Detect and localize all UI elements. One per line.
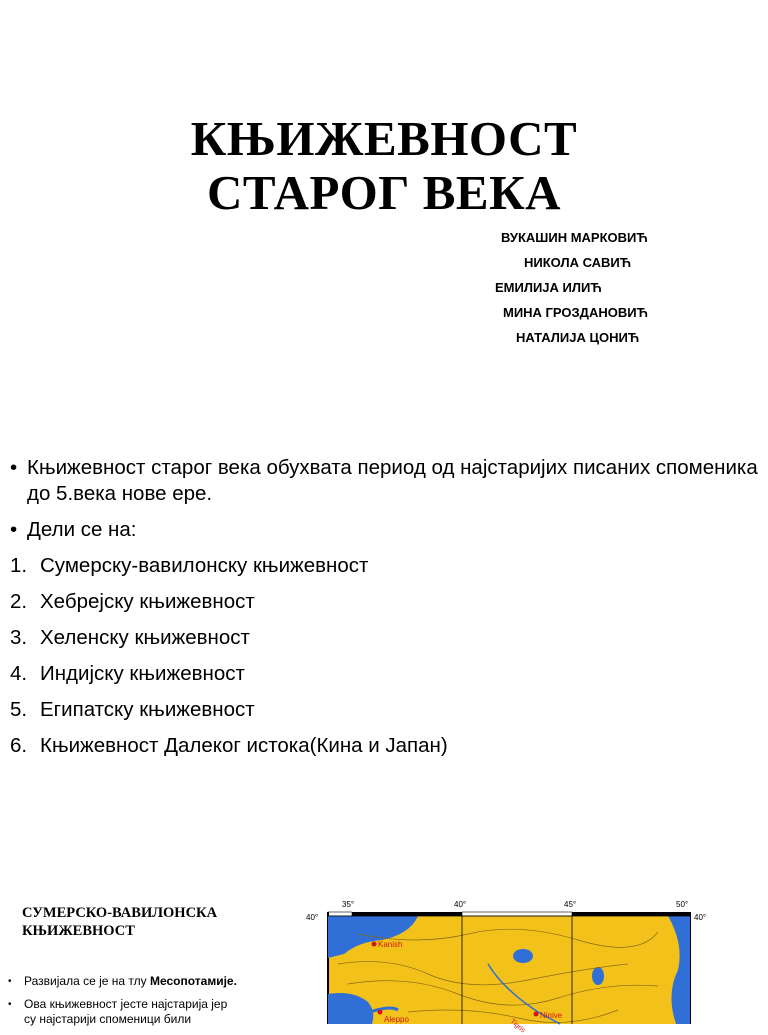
section-title: СУМЕРСКО-ВАВИЛОНСКА КЊИЖЕВНОСТ: [22, 905, 218, 939]
map-frame-segment: [352, 912, 462, 916]
section-bullets: [8, 974, 283, 1035]
lake-van: [513, 949, 533, 963]
bullet-bold-text: Месопотамије.: [149, 974, 237, 988]
lon-label: 50°: [676, 900, 689, 909]
bullet-dot-icon: •: [10, 518, 18, 541]
place-label: Ninive: [540, 1011, 563, 1020]
place-label: Kanish: [378, 940, 403, 949]
map-frame-segment: [328, 912, 352, 916]
numbered-item: [10, 589, 760, 625]
numbered-item: [10, 553, 760, 589]
item-text: Хеленску књижевност: [40, 626, 250, 649]
author-name: ЕМИЛИЈА ИЛИЋ: [495, 280, 602, 295]
bullet-item: [10, 455, 760, 507]
aleppo-marker: [378, 1010, 383, 1015]
item-number: 6.: [10, 734, 28, 757]
bullet-item: [8, 974, 283, 989]
lake-urmia: [592, 967, 604, 985]
kanish-marker: [372, 942, 377, 947]
lon-label: 40°: [454, 900, 467, 909]
slide-body: [10, 455, 760, 769]
item-text: Хебрејску књижевност: [40, 590, 255, 613]
map-frame-segment: [572, 912, 690, 916]
lon-label: 35°: [342, 900, 355, 909]
item-text: Египатску књижевност: [40, 698, 255, 721]
map-frame-segment: [462, 912, 572, 916]
author-name: ВУКАШИН МАРКОВИЋ: [501, 230, 648, 245]
title-slide: [0, 0, 768, 410]
bullet-text: Књижевност старог века обухвата период од најстаријих писаних споменика до 5.века нове ере.: [27, 456, 758, 505]
bullet-text: Развијала се је на тлу: [24, 974, 150, 988]
sumerian-slide: [0, 850, 768, 1035]
item-number: 1.: [10, 554, 28, 577]
content-slide: [0, 410, 768, 850]
item-number: 4.: [10, 662, 28, 685]
author-name: МИНА ГРОЗДАНОВИЋ: [503, 305, 648, 320]
bullet-item: [10, 517, 760, 543]
river-label: Tigris: [508, 1018, 527, 1035]
item-text: Књижевност Далеког истока(Кина и Јапан): [40, 734, 448, 757]
lon-label: 45°: [564, 900, 577, 909]
bullet-text: су најстарији споменици били: [24, 1012, 192, 1026]
title-line-1: КЊИЖЕВНОСТ: [190, 111, 578, 166]
bullet-text: Ова књижевност јесте најстарија јер: [24, 997, 228, 1011]
bullet-item: [8, 997, 283, 1027]
item-number: 5.: [10, 698, 28, 721]
mesopotamia-map: [298, 894, 712, 1035]
item-text: Индијску књижевност: [40, 662, 245, 685]
bullet-dot-icon: •: [8, 999, 12, 1010]
ninive-marker: [534, 1012, 539, 1017]
numbered-item: [10, 625, 760, 661]
presentation-title: [0, 112, 768, 220]
item-number: 2.: [10, 590, 28, 613]
author-name: НИКОЛА САВИЋ: [524, 255, 632, 270]
item-text: Сумерску-вавилонску књижевност: [40, 554, 369, 577]
bullet-dot-icon: •: [10, 456, 18, 479]
bullet-dot-icon: •: [8, 976, 12, 987]
lat-label: 40°: [694, 913, 707, 922]
place-label: Aleppo: [384, 1015, 409, 1024]
item-number: 3.: [10, 626, 28, 649]
title-line-2: СТАРОГ ВЕКА: [207, 165, 561, 220]
author-name: НАТАЛИЈА ЦОНИЋ: [516, 330, 640, 345]
numbered-item: [10, 697, 760, 733]
lat-label: 40°: [306, 913, 319, 922]
numbered-item: [10, 733, 760, 769]
numbered-item: [10, 661, 760, 697]
bullet-text: Дели се на:: [27, 518, 137, 541]
